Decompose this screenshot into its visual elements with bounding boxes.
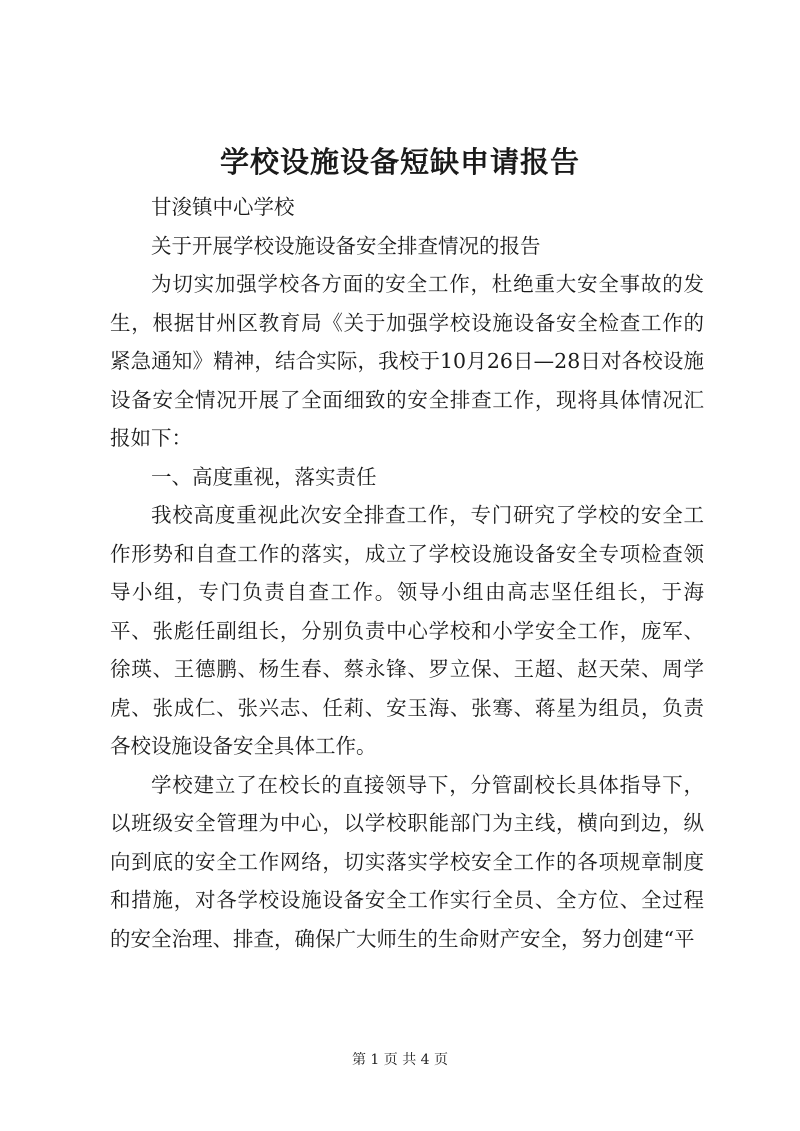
school-name-line: 甘浚镇中心学校 [151,195,295,219]
page-footer: 第 1 页 共 4 页 [351,1052,449,1068]
document-body [110,188,704,958]
leadership-paragraph: 我校高度重视此次安全排查工作，专门研究了学校的安全工作形势和自查工作的落实，成立了学校设施设备安全专项检查领导小组，专门负责自查工作。领导小组由高志坚任组长，于海平、张彪任副组长，分别负责中心学校和小学安全工作，庞军、徐瑛、王德鹏、杨生春、蔡永锋、罗立保、王超、赵天荣、周学虎、张成仁、张兴志、任莉、安玉海、张骞、蒋星为组员，负责各校设施设备安全具体工作。 [110,503,704,758]
intro-paragraph: 为切实加强学校各方面的安全工作，杜绝重大安全事故的发生，根据甘州区教育局《关于加强学校设施设备安全检查工作的紧急通知》精神，结合实际，我校于10月26日—28日对各校设施设备安全情况开展了全面细致的安全排查工作，现将具体情况汇报如下： [110,272,704,450]
report-subtitle: 关于开展学校设施设备安全排查情况的报告 [151,233,541,258]
document-title: 学校设施设备短缺申请报告 [219,145,580,179]
section-heading-1: 一、高度重视，落实责任 [151,464,377,489]
network-paragraph: 学校建立了在校长的直接领导下，分管副校长具体指导下，以班级安全管理为中心，以学校职能部门为主线，横向到边，纵向到底的安全工作网络，切实落实学校安全工作的各项规章制度和措施，对各学校设施设备安全工作实行全员、全方位、全过程的安全治理、排查，确保广大师生的生命财产安全，努力创建“平 [110,772,704,951]
